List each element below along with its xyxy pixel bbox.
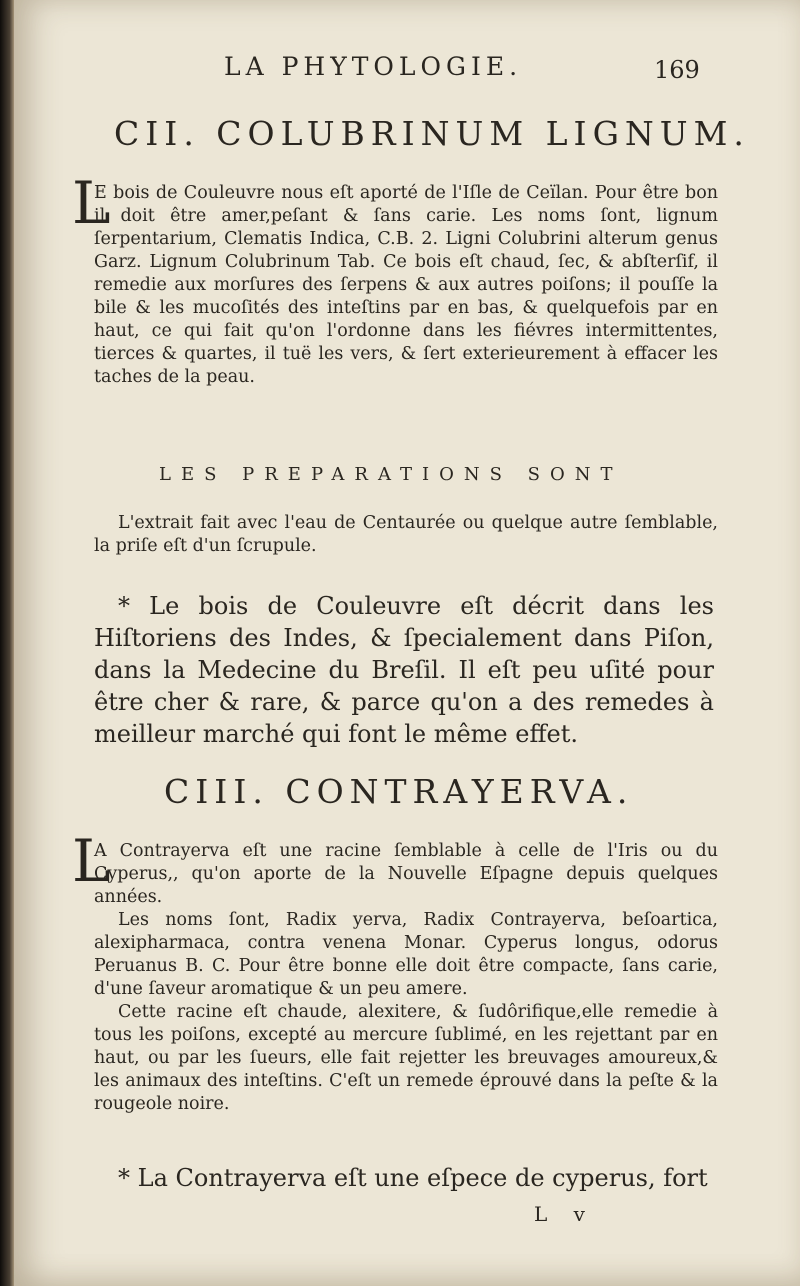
running-title: LA PHYTOLOGIE. — [224, 52, 523, 81]
drop-cap: L — [72, 827, 111, 895]
footnote-paragraph: * La Contrayerva eſt une eſpece de cyperus, fort — [118, 1164, 708, 1192]
section-body — [94, 840, 718, 1116]
section-paragraph: A Contrayerva eſt une racine ſemblable à celle de l'Iris ou du Cyperus,, qu'on aporte de la Nouvelle Eſpagne depuis quelques années. — [94, 841, 718, 907]
section-heading-colubrinum: CII. COLUBRINUM LIGNUM. — [114, 114, 750, 153]
drop-cap: L — [72, 169, 111, 237]
book-binding-edge — [0, 0, 14, 1286]
preparations-paragraph: L'extrait fait avec l'eau de Centaurée ou quelque autre ſemblable, la priſe eſt d'un ſcrupule. — [94, 513, 718, 556]
footnote-paragraph: * Le bois de Couleuvre eſt décrit dans les Hiſtoriens des Indes, & ſpecialement dans Piſon, dans la Medecine du Breſil. Il eſt peu uſité pour être cher & rare, & parce qu'on a des remedes à meilleur marché qui font le même effet. — [94, 592, 714, 748]
page-number: 169 — [654, 56, 700, 84]
signature-mark: L v — [534, 1202, 595, 1226]
preparations-heading: LES PREPARATIONS SONT — [159, 464, 623, 485]
book-page — [14, 0, 800, 1286]
section-paragraph: E bois de Couleuvre nous eſt aporté de l'Iſle de Ceïlan. Pour être bon il doit être amer,peſant & ſans carie. Les noms ſont, lignum ſerpentarium, Clematis Indica, C.B. 2. Ligni Colubrini alterum genus Garz. Lignum Colubrinum Tab. Ce bois eſt chaud, ſec, & abſterſif, il remedie aux morſures des ſerpens & aux autres poiſons; il pouſſe la bile & les mucoſités des inteſtins par en bas, & quelquefois par en haut, ce qui fait qu'on l'ordonne dans les fiévres intermittentes, tierces & quartes, il tuë les vers, & ſert exterieurement à effacer les taches de la peau. — [94, 183, 718, 387]
section-paragraph: Cette racine eſt chaude, alexitere, & ſudôrifique,elle remedie à tous les poiſons, excepté au mercure ſublimé, en les rejettant par en haut, ou par les ſueurs, elle fait rejetter les breuvages amoureux,& les animaux des inteſtins. C'eſt un remede éprouvé dans la peſte & la rougeole noire. — [94, 1002, 718, 1114]
section-heading-contrayerva: CIII. CONTRAYERVA. — [164, 772, 634, 811]
section-paragraph: Les noms ſont, Radix yerva, Radix Contrayerva, beſoartica, alexipharmaca, contra venena Monar. Cyperus longus, odorus Peruanus B. C. Pour être bonne elle doit être compacte, ſans carie, d'une ſaveur aromatique & un peu amere. — [94, 910, 718, 999]
